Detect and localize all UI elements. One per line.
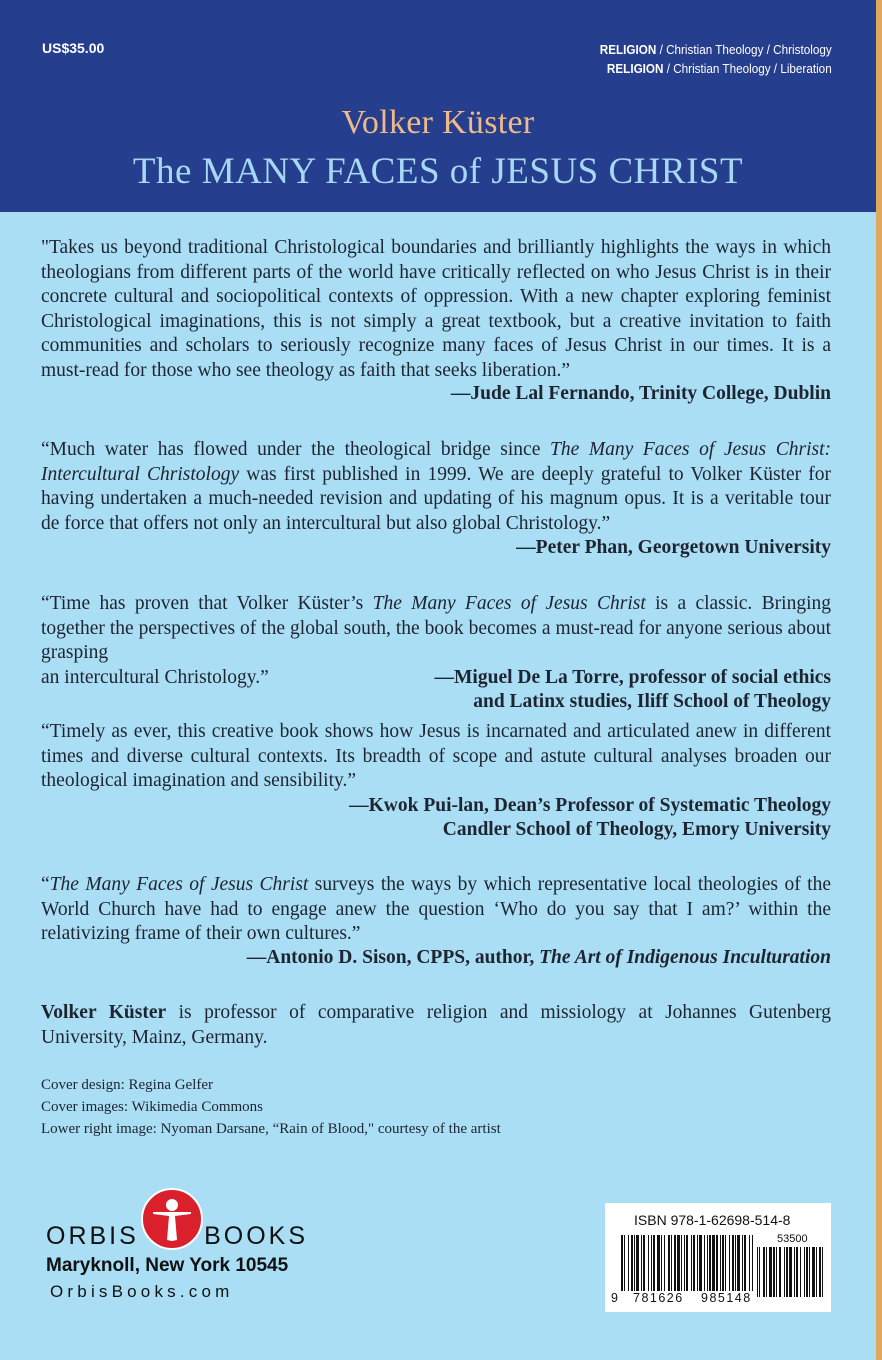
barcode-bar [636,1235,639,1291]
barcode-bar [697,1235,698,1291]
barcode-bar [677,1235,680,1291]
category-line-2: RELIGION / Christian Theology / Liberation [607,61,832,76]
publisher-word-books: BOOKS [204,1222,308,1250]
barcode-bar [621,1235,623,1291]
barcode-bar [693,1235,695,1291]
barcode-bar [668,1235,670,1291]
barcode-bar [691,1235,692,1291]
barcode-bar [643,1235,645,1291]
barcode-bar [641,1235,642,1291]
barcode-addon-bar [789,1247,792,1297]
barcode-addon-bar [822,1247,823,1297]
barcode-bar [624,1235,625,1291]
barcode-bar [681,1235,682,1291]
endorsement-quote-4: “Timely as ever, this creative book shows how Jesus is incarnated and articulated anew in different times and diverse cultural contexts. Its breadth of scope and astute cultural analyses broaden our theological imagination and sensibility.” [41,721,831,792]
barcode-addon-bar [779,1247,781,1297]
barcode-bar [686,1235,688,1291]
barcode-bar [664,1235,665,1291]
barcode-addon-bar [806,1247,808,1297]
credit-line: Cover images: Wikimedia Commons [41,1099,264,1115]
barcode-bar [722,1235,724,1291]
endorsement-attribution-1: —Jude Lal Fernando, Trinity College, Dublin [450,383,831,404]
endorsement-attribution-3a: —Miguel De La Torre, professor of social ethics [434,666,831,688]
barcode-bar [709,1235,711,1291]
quote-3-body: “Time has proven that Volker Küster’s The Many Faces of Jesus Christ is a classic. Bringing together the perspectives of the global south, the book becomes a must-read for anyone serious about grasping [41,593,831,664]
credit-line: Cover design: Regina Gelfer [41,1077,214,1093]
barcode-bar [674,1235,676,1291]
barcode-bar [716,1235,718,1291]
publisher-location: Maryknoll, New York 10545 [46,1255,289,1276]
barcode-bar [699,1235,702,1291]
barcode-bar [657,1235,660,1291]
barcode-bar [732,1235,734,1291]
endorsement-quote-3 [41,592,831,715]
barcode-addon-bar [809,1247,810,1297]
endorsement-attribution-3b: and Latinx studies, Iliff School of Theology [473,691,831,713]
barcode-bar [704,1235,705,1291]
publisher-url: OrbisBooks.com [50,1282,234,1301]
bio-author-name: Volker Küster [41,1002,167,1023]
endorsement-attribution-5: —Antonio D. Sison, CPPS, author, The Art of Indigenous Inculturation [246,947,831,968]
barcode-addon-bar [794,1247,795,1297]
barcode-bar [671,1235,672,1291]
barcode-bar [648,1235,649,1291]
barcode-price-code: 53500 [777,1233,808,1245]
credit-line: Lower right image: Nyoman Darsane, “Rain of Blood," courtesy of the artist [41,1121,501,1137]
price-label: US$35.00 [42,40,105,56]
book-title-italic: The Many Faces of Jesus Christ [372,593,646,614]
barcode-bar [720,1235,721,1291]
barcode-bar [653,1235,655,1291]
barcode-addon-bar [763,1247,765,1297]
bisac-categories [600,40,832,78]
barcode-addon-bar [784,1247,785,1297]
spine-edge [876,0,882,1360]
barcode-bar [651,1235,652,1291]
author-bio: Volker Küster is professor of comparative religion and missiology at Johannes Gutenberg University, Mainz, Germany. [41,1002,831,1048]
barcode-addon-bar [776,1247,777,1297]
barcode-bar [729,1235,730,1291]
barcode-bar [712,1235,715,1291]
endorsement-attribution-4a: —Kwok Pui-lan, Dean’s Professor of Systematic Theology [349,795,831,816]
barcode-bar [749,1235,750,1291]
barcode-addon-bar [804,1247,805,1297]
book-title-heading: The MANY FACES of JESUS CHRIST [132,151,744,192]
barcode-bar [725,1235,726,1291]
barcode-bar [737,1235,740,1291]
barcode-addon-bar [757,1247,758,1297]
barcode-bar [735,1235,736,1291]
barcode-addon-bar [816,1247,817,1297]
barcode-bar [707,1235,708,1291]
isbn-number: ISBN 978-1-62698-514-8 [634,1212,791,1228]
endorsement-quote-2: “Much water has flowed under the theological bridge since The Many Faces of Jesus Christ: Intercultural Christology was first published in 1999. We are deeply grateful to Volker Küster for having undertaken a much-needed revision and updating of his magnum opus. It is a veritable tour de force that offers not only an intercultural but also global Christology.” [41,439,831,534]
endorsement-attribution-2: —Peter Phan, Georgetown University [516,537,831,558]
barcode-digits: 9 781626 985148 [611,1291,752,1305]
barcode-bar [628,1235,629,1291]
publisher-word-orbis: ORBIS [46,1222,139,1250]
barcode-bar [684,1235,685,1291]
author-name-heading: Volker Küster [341,104,535,141]
barcode-bar [661,1235,662,1291]
book-title-italic: The Many Faces of Jesus Christ: Intercultural Christology [41,439,831,485]
book-title-italic: The Many Faces of Jesus Christ [49,874,309,895]
barcode-addon-bar [769,1247,772,1297]
barcode-addon-bar [800,1247,801,1297]
barcode-addon-bar [796,1247,798,1297]
barcode-addon-bar [759,1247,760,1297]
attribution-book-title: The Art of Indigenous Inculturation [539,947,831,968]
barcode-addon-bar [766,1247,767,1297]
barcode-bar [634,1235,635,1291]
endorsement-quote-1: "Takes us beyond traditional Christological boundaries and brilliantly highlights the ways in which theologians from different parts of the world have critically reflected on who Jesus Christ is in their concrete cultural and sociopolitical contexts of oppression. With a new chapter exploring feminist Christological imaginations, this is not simply a great textbook, but a creative invitation to faith communities and scholars to seriously recognize many faces of Jesus Christ in our times. It is a must-read for those who see theology as faith that seeks liberation.” [41,237,831,381]
cover-credits [41,1074,501,1140]
barcode-bar [752,1235,753,1291]
isbn-barcode [605,1203,831,1312]
barcode-bar [631,1235,633,1291]
barcode-bar [744,1235,746,1291]
barcode-bar [742,1235,743,1291]
category-line-1: RELIGION / Christian Theology / Christology [600,42,832,57]
endorsement-attribution-4b: Candler School of Theology, Emory University [442,819,831,840]
publisher-wordmark [46,1222,308,1251]
barcode-addon-bar [819,1247,821,1297]
barcode-addon-bar [812,1247,815,1297]
barcode-addon-bar [786,1247,788,1297]
endorsement-quote-5: “The Many Faces of Jesus Christ surveys the ways by which representative local theologies of the World Church have had to engage anew the question ‘Who do you say that I am?’ within the relativizing frame of their own cultures.” [41,874,831,945]
barcode-addon-bar [773,1247,775,1297]
quote-3-last-line: an intercultural Christology.” —Miguel De La Torre, professor of social ethics [41,666,831,691]
